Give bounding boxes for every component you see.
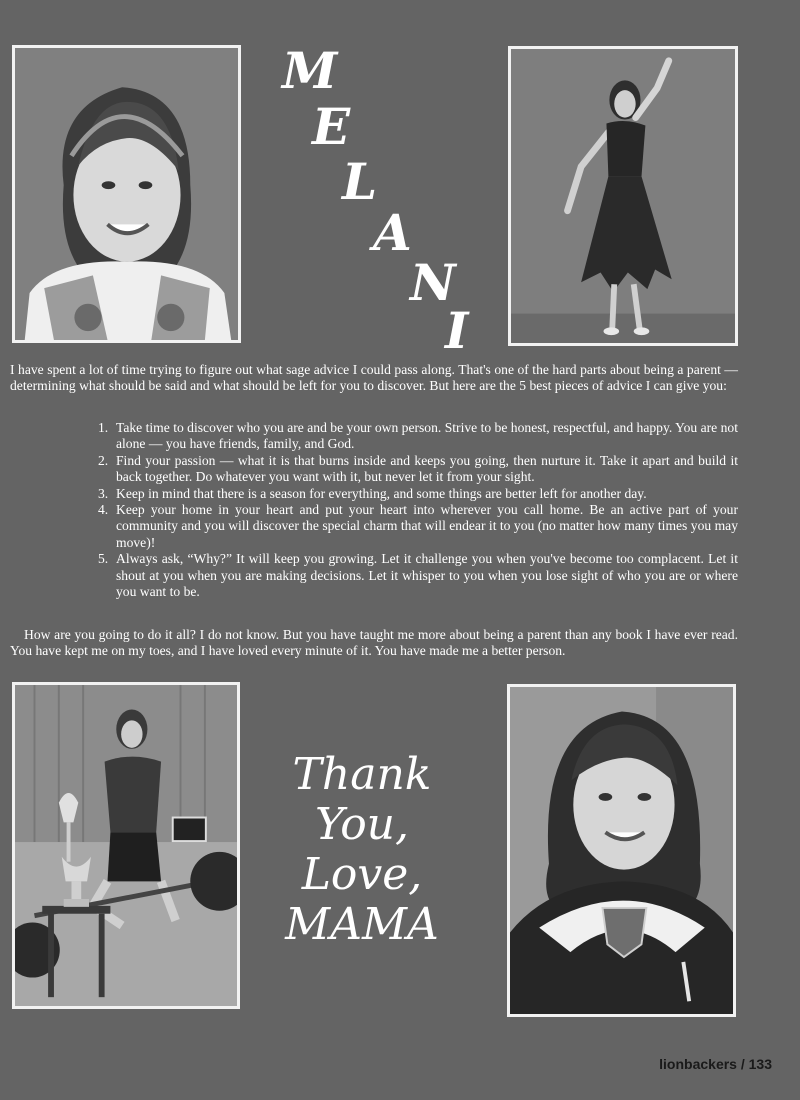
intro-paragraph: I have spent a lot of time trying to figure out what sage advice I could pass along. That's one of the hard parts about being a parent — determining what should be said and what should be left for you to discover. But here are the 5 best pieces of advice I can give you:: [10, 362, 738, 394]
advice-item-5: [98, 551, 738, 600]
advice-item-3: [98, 486, 738, 502]
advice-number: 3.: [98, 485, 109, 501]
advice-item-4: [98, 502, 738, 551]
advice-number: 4.: [98, 502, 109, 518]
thanks-line-2: You,: [314, 799, 410, 850]
advice-text: Always ask, “Why?” It will keep you growing. Let it challenge you when you've become too complacent. Let it shout at you when you are making decisions. Let it whisper to you when you lose sight of who you are or where you want to be.: [116, 551, 738, 600]
photo-dancer: [508, 46, 738, 346]
title-letter-i: I: [445, 301, 469, 360]
thanks-line-1: Thank: [292, 749, 432, 800]
photo-athlete-trophies: [12, 682, 240, 1009]
closing-paragraph: How are you going to do it all? I do not know. But you have taught me more about being a parent than any book I have ever read. You have kept me on my toes, and I have loved every minute of it. You have made me a better person.: [10, 627, 738, 659]
advice-text: Keep your home in your heart and put your heart into wherever you call home. Be an active part of your community and you will discover the special charm that will endear it to you (no matter how many times you may move)!: [116, 502, 738, 550]
advice-number: 5.: [98, 551, 109, 567]
title-letter-l: L: [342, 152, 378, 211]
title-letter-m: M: [282, 41, 338, 100]
photo-child-portrait: [12, 45, 241, 343]
thanks-message: [262, 750, 462, 950]
photo-graduation-portrait: [507, 684, 736, 1017]
advice-text: Find your passion — what it is that burns inside and keeps you going, then nurture it. Take it apart and build it back together. Do whatever you want with it, but never let it from your sight.: [116, 452, 738, 485]
advice-list: [98, 420, 738, 600]
page-footer: lionbackers / 133: [659, 1056, 772, 1072]
title-letter-n: N: [410, 253, 456, 312]
title-letter-e: E: [312, 97, 351, 156]
advice-item-1: [98, 420, 738, 453]
advice-number: 2.: [98, 452, 109, 468]
thanks-line-3: Love,: [301, 849, 423, 900]
advice-text: Keep in mind that there is a season for everything, and some things are better left for another day.: [116, 485, 647, 501]
title-letter-a: A: [373, 203, 412, 262]
advice-text: Take time to discover who you are and be your own person. Strive to be honest, respectful, and happy. You are not alone — you have friends, family, and God.: [116, 420, 738, 452]
advice-number: 1.: [98, 420, 109, 435]
thanks-line-4: MAMA: [285, 899, 439, 950]
advice-item-2: [98, 453, 738, 486]
